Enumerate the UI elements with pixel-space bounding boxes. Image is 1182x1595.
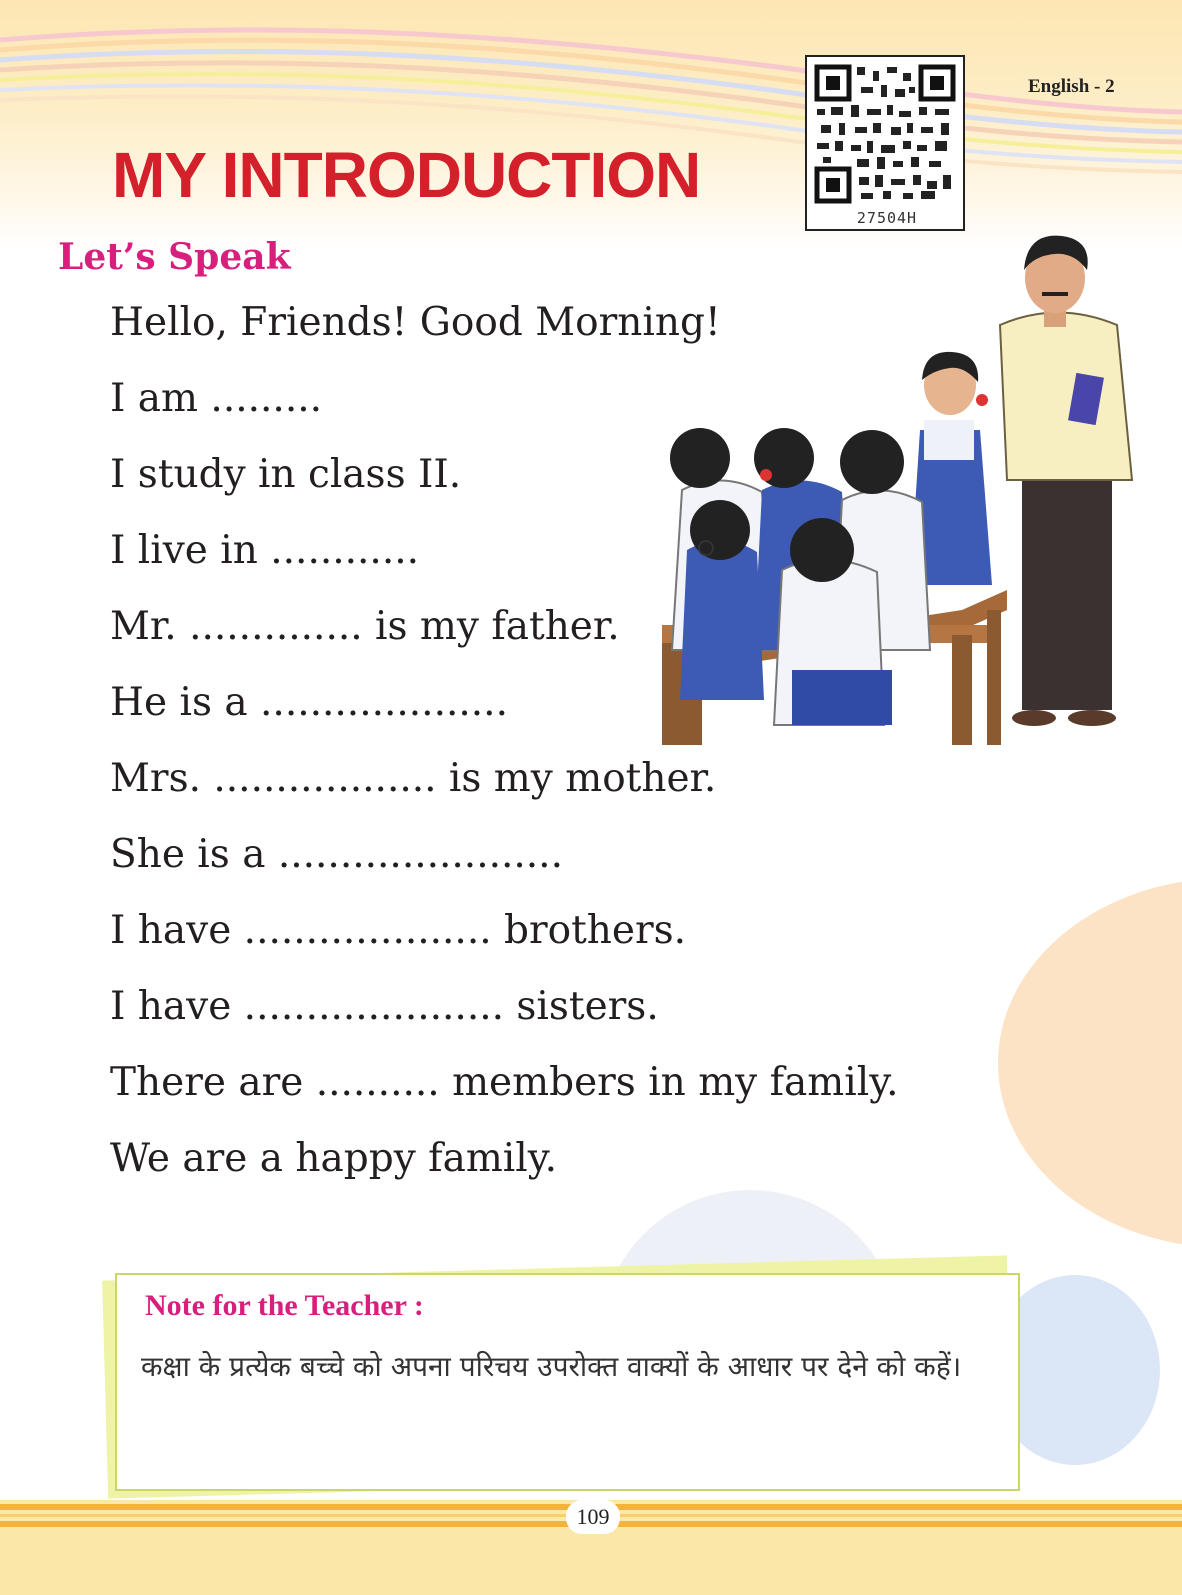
teacher-figure [1000,236,1132,726]
speaking-line: I have ..................... sisters. [110,984,659,1029]
teacher-note [115,1273,1020,1491]
section-heading: Let’s Speak [58,236,291,278]
speaking-line: Mrs. .................. is my mother. [110,756,717,801]
speaking-line: There are .......... members in my family. [110,1060,899,1105]
note-title: Note for the Teacher : [145,1289,424,1322]
speaking-line: I live in ............ [110,528,420,573]
decorative-waves [0,0,1182,250]
book-label: English - 2 [1028,76,1115,97]
classroom-illustration [662,230,1142,745]
speaking-line: Mr. .............. is my father. [110,604,620,649]
qr-code[interactable] [805,55,965,231]
page-title: MY INTRODUCTION [112,139,701,211]
speaking-line: She is a ....................... [110,832,563,877]
speaking-line: He is a .................... [110,680,508,725]
note-text: कक्षा के प्रत्येक बच्चे को अपना परिचय उपरोक्त वाक्यों के आधार पर देने को कहें। [141,1350,962,1383]
qr-code-label: 27504H [856,209,918,227]
speaking-line: I study in class II. [110,452,462,497]
decorative-circle-peach [998,878,1182,1248]
seated-students [670,428,930,725]
speaking-line: I have .................... brothers. [110,908,687,953]
speaking-line: We are a happy family. [110,1136,557,1181]
speaking-line: I am ......... [110,376,323,421]
speaking-line: Hello, Friends! Good Morning! [110,300,721,345]
page-number: 109 [566,1500,620,1534]
qr-pattern [807,57,963,207]
